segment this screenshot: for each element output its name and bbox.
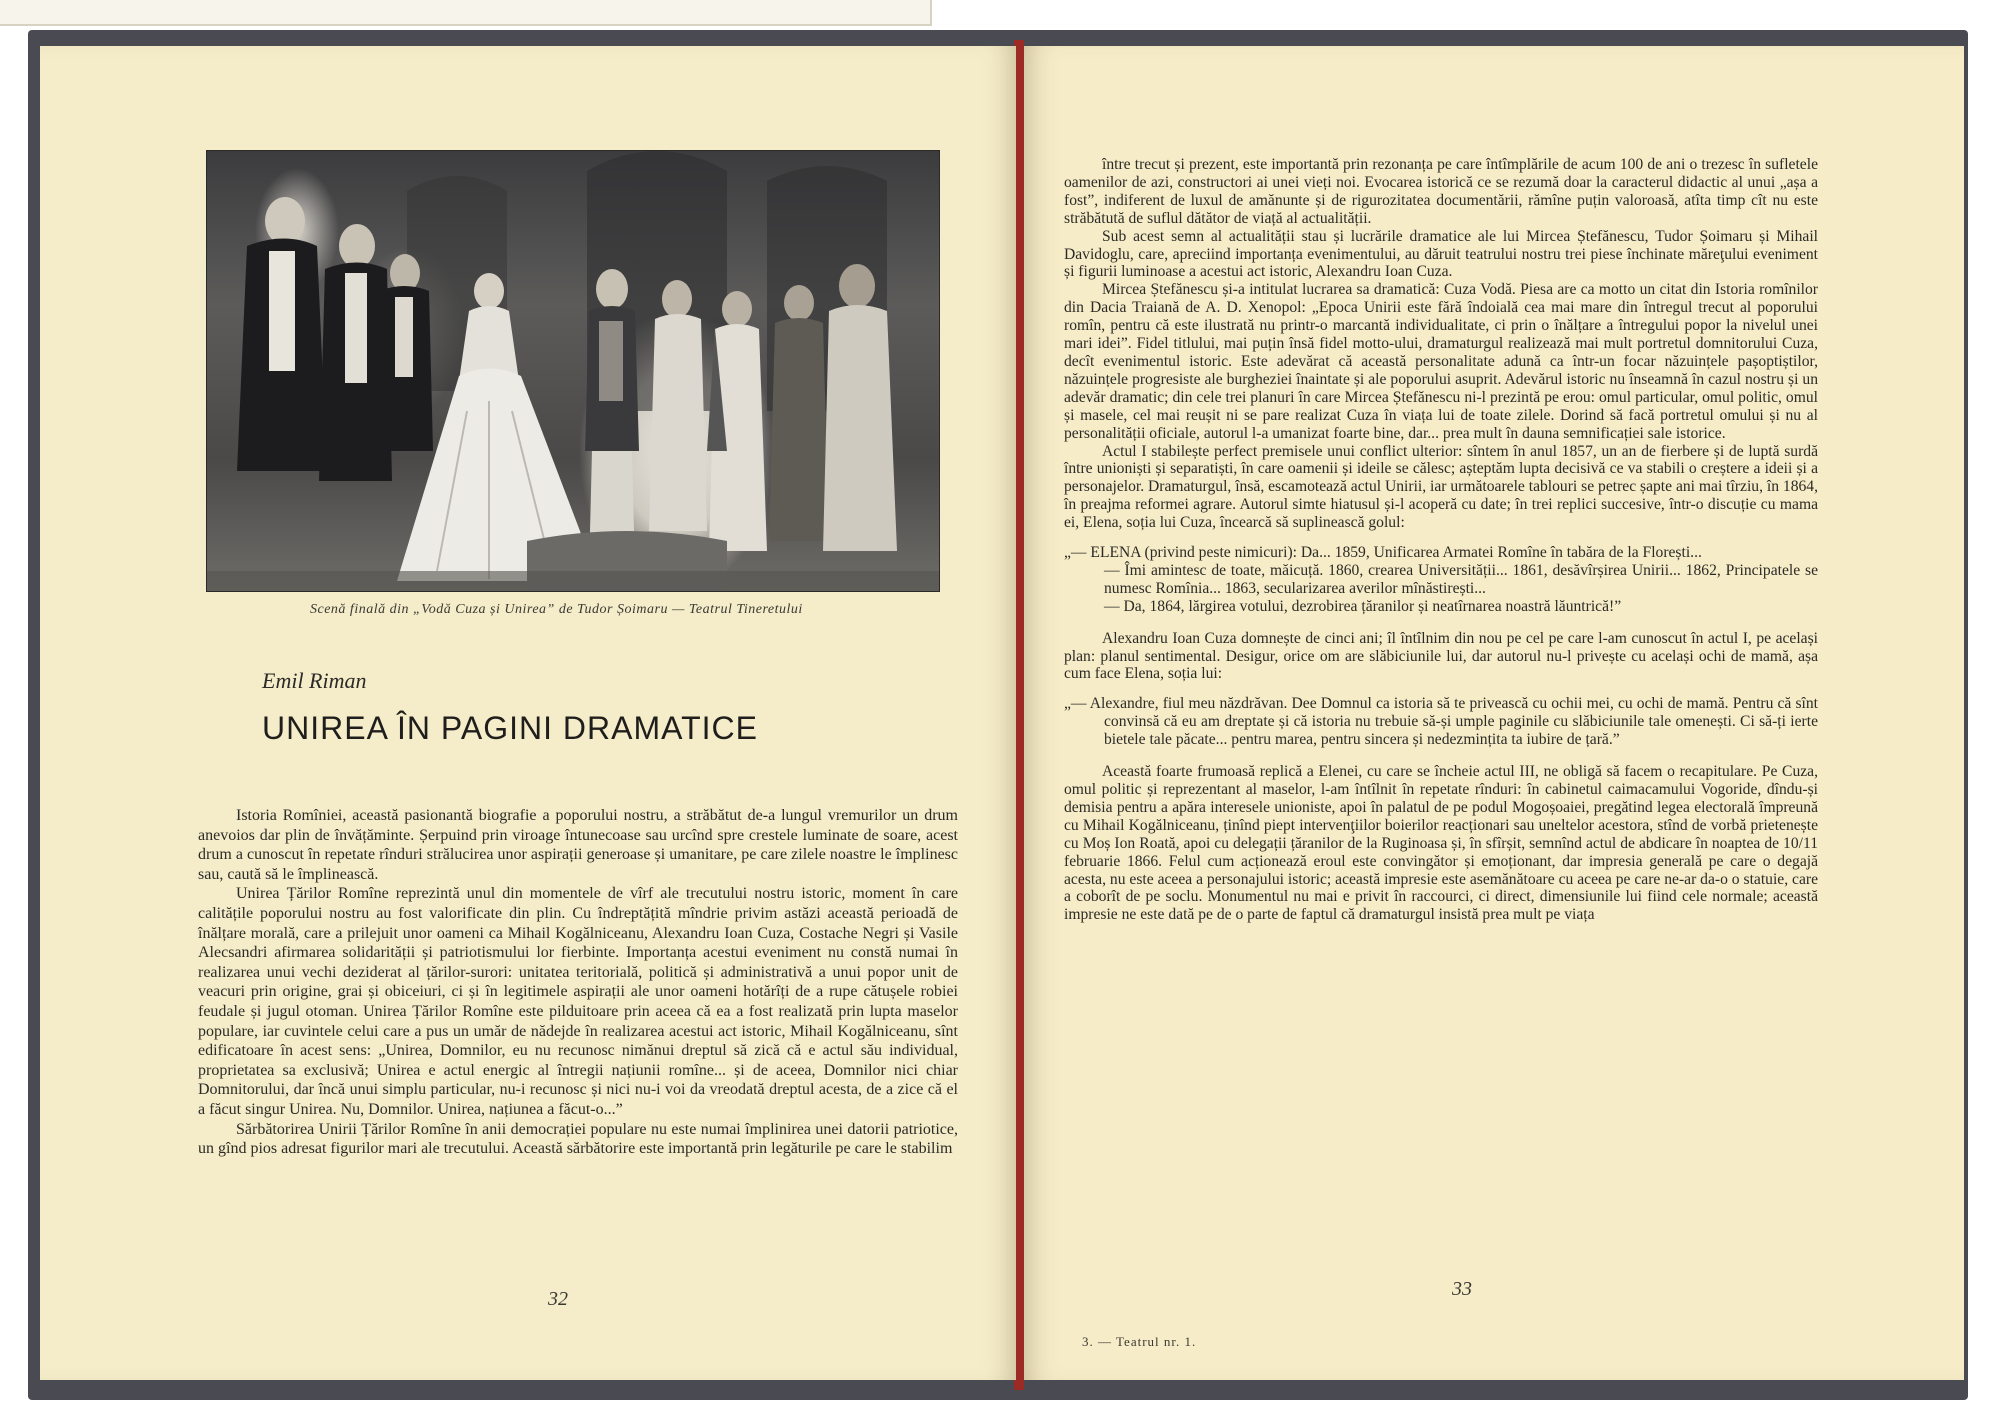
article-author: Emil Riman bbox=[262, 668, 367, 693]
article-body-right bbox=[1064, 156, 1818, 924]
paragraph: Alexandru Ioan Cuza domnește de cinci ani; îl întîlnim din nou pe cel pe care l-am cunoscut în actul I, pe același plan: planul sentimental. Desigur, orice om are slăbiciunile lui, dar autorul nu-l privește cu același ochi de mamă, așa cum face Elena, soția lui: bbox=[1064, 629, 1818, 683]
paragraph: Sărbătorirea Unirii Țărilor Romîne în anii democrației populare nu este numai împlinirea unei datorii patriotice, un gînd pios adresat figurilor mari ale trecutului. Această sărbătorire este importantă prin legăturile pe care le stabilim bbox=[198, 1120, 958, 1158]
article-body-left bbox=[198, 806, 958, 1159]
paragraph: Sub acest semn al actualității stau și lucrările dramatice ale lui Mircea Ștefănescu, Tudor Șoimaru și Mihail Davidoglu, care, apreciind importanța evenimentului, au dăruit teatrului nostru trei piese închinate măreţului eveniment și figurii luminoase a acestui act istoric, Alexandru Ioan Cuza. bbox=[1064, 227, 1818, 281]
paragraph: Actul I stabilește perfect premisele unui conflict ulterior: sîntem în anul 1857, un an de fierbere și de luptă surdă între unioniști și separatiști, în care oamenii și ideile se călesc; așteptăm lupta decisivă ce va stabili o creștere a ideii și a personajelor. Dramaturgul, însă, escamotează actul Unirii, iar următoarele tablouri se petrec șapte ani mai tîrziu, în 1864, în preajma reformei agrare. Autorul simte hiatusul și-l acoperă cu date; în trei replici succesive, într-o discuție cu mama ei, Elena, soția lui Cuza, încearcă să suplinească golul: bbox=[1064, 442, 1818, 532]
page-number-right: 33 bbox=[1452, 1278, 1472, 1300]
stage-scene-illustration bbox=[207, 151, 939, 591]
dialog-line: — Da, 1864, lărgirea votului, dezrobirea țăranilor și neatîrnarea noastră lăuntrică!” bbox=[1104, 597, 1622, 615]
dialog-line: — Îmi amintesc de toate, măicuță. 1860, crearea Universității... 1861, desăvîrșirea Unirii... 1862, Principatele se numesc Romînia... 1863, secularizarea averilor mînăstirești... bbox=[1104, 561, 1818, 597]
dialog-quote: „— ELENA (privind peste nimicuri): Da... 1859, Unificarea Armatei Romîne în tabăra de la Florești... bbox=[1064, 544, 1702, 562]
paragraph: Mircea Ștefănescu și-a intitulat lucrarea sa dramatică: Cuza Vodă. Piesa are ca motto un citat din Istoria romînilor din Dacia Traiană de A. D. Xenopol: „Epoca Unirii este fără îndoială cea mai mare din întregul trecut al poporului romîn, pentru că este ilustrată nu printr-o marcantă individualitate, ci prin o înălțare a întregului popor la nivelul unei mari idei”. Fidel titlului, mai puțin însă fidel motto-ului, dramaturgul realizează mai mult portretul domnitorului Cuza, decît evenimentul istoric. Este adevărat că această personalitate adună ca într-un focar năzuințele pașoptiștilor, năzuințele progresiste ale burgheziei înaintate și ale poporului asuprit. Adevărul istoric nu înseamnă în cazul nostru și un adevăr dramatic; din cele trei planuri în care Mircea Ștefănescu ni-l prezintă pe erou: omul particular, omul politic, omul și masele, cel mai reușit ni se pare realizat Cuza în viața lui de toate zilele. Dorind să facă portretul omului și nu al personalității oficiale, autorul l-a umanizat foarte bine, dar... prea mult în dauna semnificației sale istorice. bbox=[1064, 281, 1818, 442]
issue-footer: 3. — Teatrul nr. 1. bbox=[1082, 1334, 1197, 1349]
paragraph: între trecut și prezent, este importantă prin rezonanța pe care întîmplările de acum 100 de ani o trezesc în sufletele oamenilor de azi, constructori ai unei vieți noi. Evocarea istorică ce se rezumă doar la caracterul didactic al unui „așa a fost”, indiferent de luxul de amănunte și de rigurozitatea documentării, rămîne puțin valoroasă, atîta timp cît nu este străbătută de suflul dătător de viață al actualității. bbox=[1064, 156, 1818, 227]
paragraph: Istoria Romîniei, această pasionantă biografie a poporului nostru, a străbătut de-a lungul vremurilor un drum anevoios dar plin de învățăminte. Șerpuind prin viroage întunecoase sau urcînd spre crestele luminate de soare, acest drum a cunoscut în repetate rînduri strălucirea unor aspirații generoase și umanitare, pe care zilele noastre le împlinesc sau, caută să le împlinească. bbox=[198, 807, 958, 883]
photo-caption: Scenă finală din „Vodă Cuza și Unirea” de Tudor Șoimaru — Teatrul Tineretului bbox=[310, 602, 803, 617]
top-page-edge bbox=[0, 0, 932, 26]
paragraph: Unirea Țărilor Romîne reprezintă unul din momentele de vîrf ale trecutului nostru istoric, moment în care calitățile poporului nostru au fost valorificate din plin. Cu îndreptățită mîndrie privim astăzi această perioadă de înălțare morală, care a prilejuit unor oameni ca Mihail Kogălniceanu, Alexandru Ioan Cuza, Costache Negri și Vasile Alecsandri afirmarea solidarității și patriotismului lor fierbinte. Importanța acestui eveniment nu constă numai în realizarea unui vechi deziderat al țărilor-surori: unitatea teritorială, politică și administrativă a unui popor unit de veacuri prin origine, grai și obiceiuri, ci și în legitimele aspirații ale unor oameni hotărîți de a rupe cătușele robiei feudale și jugul otoman. Unirea Țărilor Romîne este pilduitoare prin aceea că ea a fost realizată prin lupta maselor populare, iar cuvintele celui care a pus un umăr de nădejde în realizarea acestui act istoric, Mihail Kogălniceanu, sînt edificatoare în acest sens: „Unirea, Domnilor, eu nu recunosc nimănui dreptul să zică că e actul său individual, proprietatea sa exclusivă; Unirea e actul energic al întregii națiunii romîne... și de aceea, Domnilor nici chiar Domnitorului, dar încă unui simplu particular, nu-i recunosc și nici nu-i voi da vreodată dreptul acesta, de a zice că el a făcut singur Unirea. Nu, Domnilor. Unirea, națiunea a făcut-o...” bbox=[198, 885, 958, 1118]
paragraph: Această foarte frumoasă replică a Elenei, cu care se încheie actul III, ne obligă să facem o recapitulare. Pe Cuza, omul politic și reprezentant al maselor, l-am întîlnit în repetate rînduri: în cabinetul caimacamului Vogoride, dîndu-și demisia pentru a apăra interesele unioniste, apoi în palatul de pe podul Mogoșoaiei, pregătind legea electorală împreună cu Mihail Kogălniceanu, ținînd piept intervenţiilor boierilor reacționari sau uneltelor acestora, stînd de vorbă prietenește cu Moș Ion Roată, apoi cu delegații țăranilor de la Ruginoasa și, în sfîrșit, semnînd actul de abdicare în noaptea de 10/11 februarie 1866. Felul cum acționează eroul este convingător și emoționant, dar impresia generală pe care o degajă acesta, nu este aceea a personajului istoric; această impresie este asemănătoare cu aceea pe care ne-ar da-o o statuie, care a coborît de pe soclu. Monumentul nu mai e privit în raccourci, ci direct, dimensiunile lui fiind cele normale; această impresie ne este dată pe de o parte de faptul că dramaturgul insistă prea mult pe viața bbox=[1064, 763, 1818, 924]
left-page bbox=[40, 46, 1016, 1380]
right-page bbox=[1024, 46, 1964, 1380]
stage-photograph bbox=[206, 150, 940, 592]
dialog-quote: „— Alexandre, fiul meu năzdrăvan. Dee Domnul ca istoria să te privească cu ochii mei, cu ochi de mamă. Pentru că sînt convinsă că eu am dreptate și că istoria nu trebuie să-și umple paginile cu slăbiciunile tale omenești. Ci să-ți ierte bietele tale păcate... pentru marea, pentru sincera și nedezmințita ta iubire de țară.” bbox=[1064, 695, 1818, 749]
article-title: UNIREA ÎN PAGINI DRAMATICE bbox=[262, 710, 758, 746]
page-number-left: 32 bbox=[548, 1288, 568, 1310]
